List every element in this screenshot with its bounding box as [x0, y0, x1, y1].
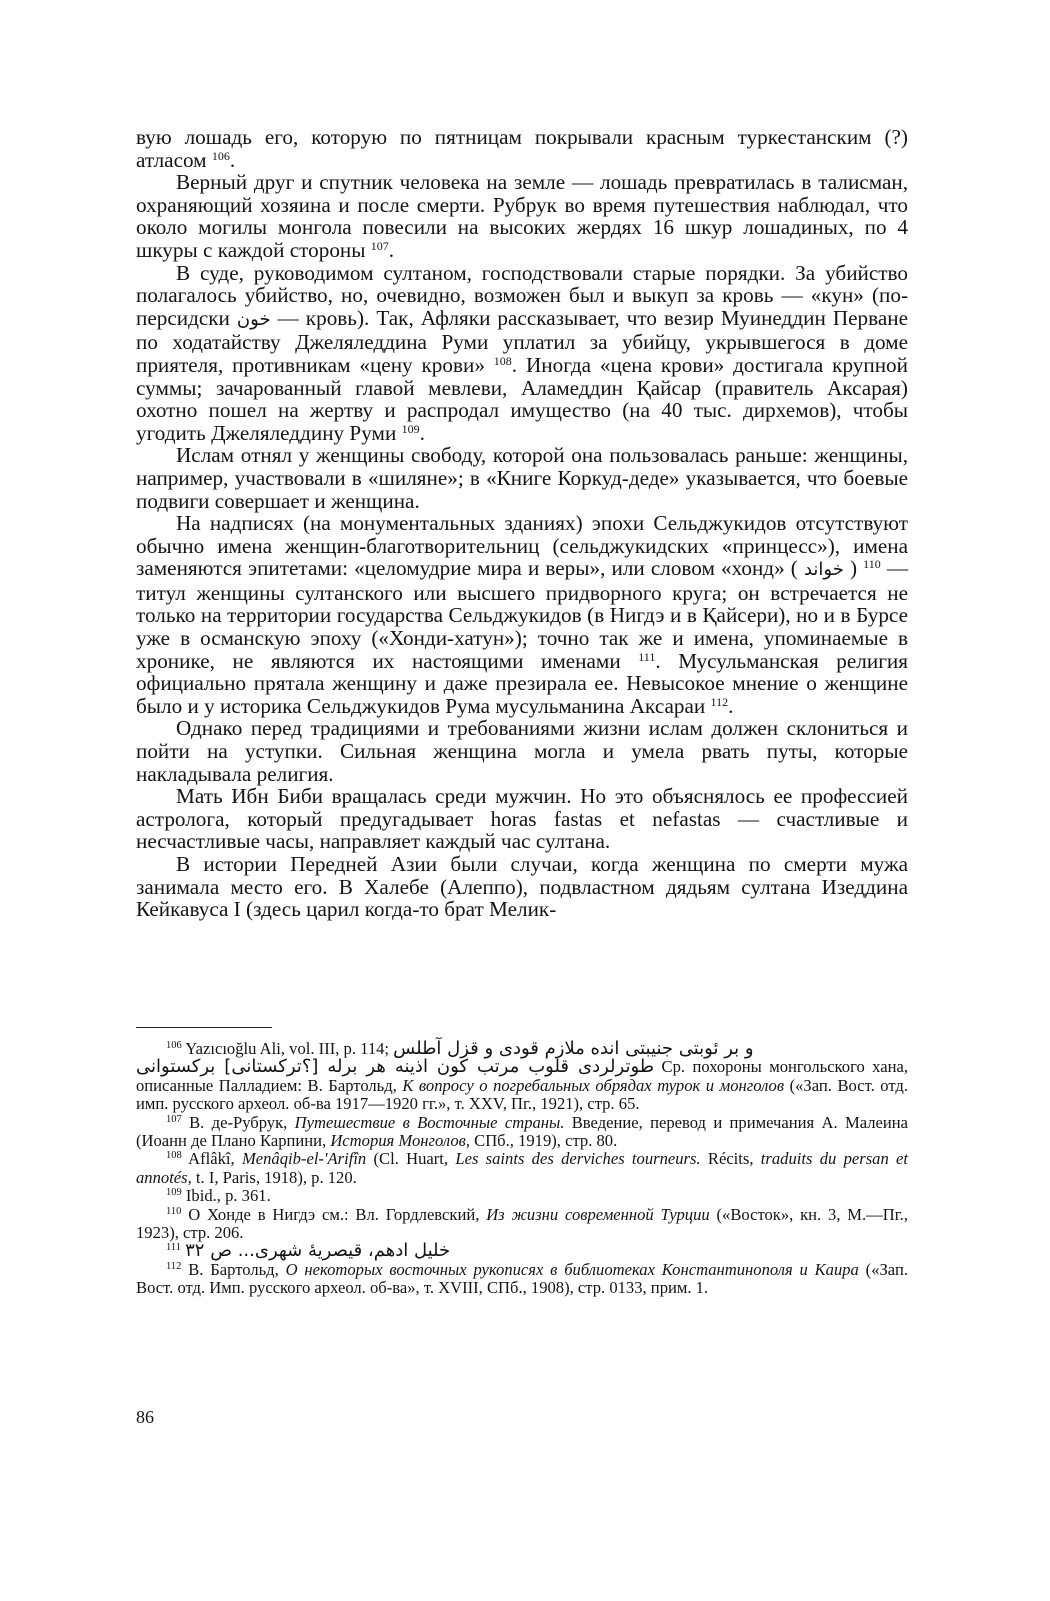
text-run: В истории Передней Азии были случаи, когда женщина по смерти мужа занимала место его. В Халебе (Алеппо), подвластном дядьям султана Изеддина Кейкавуса I (здесь царил когда-то брат Мелик- [136, 852, 908, 922]
italic-title: О некоторых восточных рукописях в библиотеках Константинополя и Каира [285, 1259, 859, 1279]
text-run: Ислам отнял у женщины свободу, которой она пользовалась раньше: женщины, например, участвовали в «шиляне»; в «Книге Коркуд-деде» указывается, что боевые подвиги совершает и женщина. [136, 443, 908, 513]
text-run: t. I, Paris, 1918), p. 120. [191, 1167, 357, 1187]
text-run: В. Бартольд, [188, 1259, 286, 1279]
paragraph [136, 785, 908, 853]
footnote-ref: 111 [638, 649, 656, 664]
footnote-ref: 112 [710, 694, 729, 709]
footnote-ref: 107 [370, 238, 389, 253]
italic-title: К вопросу о погребальных обрядах турок и монголов [402, 1075, 785, 1095]
page-body [136, 126, 908, 921]
text-run: — титул женщины султанского или высшего придворного круга; он встречается не только на территории государства Сельджукидов (в Нигдэ и в Қайсери), но и в Бурсе уже в османскую эпоху («Хонди-хатун»); точно так же и имена, упоминаемые в хронике, не являются их настоящими именами [136, 556, 908, 673]
footnote-106 [136, 1040, 908, 1114]
text-run: (Cl. Huart, [366, 1149, 456, 1169]
italic-title: Путешествие в Восточные страны. [294, 1112, 565, 1132]
italic-title: Из жизни современной Турции [486, 1204, 710, 1224]
italic-title: traduits du persan et annotés, [136, 1149, 908, 1187]
text-run: . Мусульманская религия официально прятала женщину и даже презирала ее. Невысокое мнение о женщине было и у историка Сельджукидов Рума мусульманина Аксараи [136, 648, 908, 718]
text-run: («Восток», кн. 3, М.—Пг., 1923), стр. 206. [136, 1204, 908, 1243]
footnote-number: 110 [166, 1205, 182, 1217]
paragraph [136, 512, 908, 717]
italic-title: Les saints des derviches tourneurs. [455, 1149, 701, 1169]
page-number: 86 [136, 1407, 154, 1427]
text-run: . [419, 420, 425, 445]
paragraph [136, 262, 908, 445]
footnote-ref: 109 [401, 421, 420, 436]
text-run: — кровь). Так, Афляки рассказывает, что везир Муинеддин Перване по ходатайству Джеляледдина Руми уплатил за убийцу, укрывшегося в доме приятеля, противникам «цену крови» [136, 305, 908, 377]
footnote-ref: 108 [493, 353, 512, 368]
paragraph [136, 171, 908, 261]
text-run: В суде, руководимом султаном, господствовали старые порядки. За убийство полагалось убийство, но, очевидно, возможен был и выкуп за кровь — «кун» (по-персидски [136, 260, 908, 330]
text-run: . [728, 693, 734, 718]
footnote-ref: 110 [863, 557, 881, 572]
footnote-number: 111 [166, 1242, 181, 1254]
text-run: На надписях (на монументальных зданиях) эпохи Сельджукидов отсутствуют обычно имена женщин-благотворительниц (сельджукидских «принцесс»), имена заменяются эпитетами: «целомудрие мира и веры», или словом «хонд» ( [136, 511, 908, 581]
arabic-text: طوترلردى قلوب مرتب كون اذينه هر برله [؟تركستانى] بركستوانى [136, 1056, 655, 1078]
text-run: ) [843, 556, 864, 581]
text-run: В. де-Рубрук, [189, 1112, 295, 1132]
paragraph [136, 126, 908, 171]
main-text [136, 126, 908, 921]
text-run: Ibid., p. 361. [185, 1186, 271, 1206]
text-run: Récits, [700, 1149, 761, 1169]
italic-title: Menâqib-el-'Arifîn [241, 1149, 367, 1169]
text-run: . Иногда «цена крови» достигала крупной суммы; зачарованный главой мевлеви, Аламеддин Қайсар (правитель Аксарая) охотно пошел на жертву и распродал имущество (на 40 тыс. дирхемов), чтобы угодить Джеляледдину Руми [136, 352, 908, 445]
text-run: СПб., 1919), стр. 80. [469, 1131, 618, 1151]
footnote-112 [136, 1261, 908, 1298]
text-run: Aflâkî, [188, 1149, 242, 1169]
paragraph [136, 717, 908, 785]
text-run: Однако перед традициями и требованиями жизни ислам должен склониться и пойти на уступки. Сильная женщина могла и умела рвать путы, которые накладывала религия. [136, 716, 908, 786]
arabic-text: خون [236, 308, 271, 330]
footnote-111 [136, 1242, 908, 1260]
text-run: («Зап. Вост. отд. имп. русского археол. об-ва 1917—1920 гг.», т. XXV, Пг., 1921), стр. 65. [136, 1075, 908, 1114]
footnote-number: 106 [166, 1040, 182, 1051]
text-run: («Зап. Вост. отд. Имп. русского археол. об-ва», т. XVIII, СПб., 1908), стр. 0133, прим. 1. [136, 1259, 908, 1298]
text-run: . [229, 147, 236, 172]
footnote-separator [136, 1027, 272, 1028]
footnote-number: 112 [166, 1260, 182, 1272]
text-run: Введение, перевод и примечания А. Малеина (Иоанн де Плано Карпини, [136, 1112, 908, 1151]
text-run: вую лошадь его, которую по пятницам покрывали красным туркестанским (?) атласом [136, 125, 908, 172]
footnote-number: 108 [166, 1150, 182, 1162]
text-run: Мать Ибн Биби вращалась среди мужчин. Но это объяснялось ее профессией астролога, который предугадывает horas fastas et nefastas — счастливые и несчастливые часы, направляет каждый час султана. [136, 784, 908, 854]
text-run: Верный друг и спутник человека на земле — лошадь превратилась в талисман, охраняющий хозяина и после смерти. Рубрук во время путешествия наблюдал, что около могилы монгола повесили на высоких жердях 16 шкур лошадиных, по 4 шкуры с каждой стороны [136, 170, 908, 262]
arabic-text: و بر ئوبتى جنيبتى انده ملازم قودى و قزل آطلس [393, 1038, 754, 1059]
footnotes [136, 1040, 908, 1298]
footnote-number: 109 [166, 1187, 182, 1199]
italic-title: История Монголов, [330, 1131, 470, 1151]
arabic-text: خواند [803, 559, 844, 581]
text-run: . [388, 237, 395, 262]
text-run: Ср. похороны монгольского хана, описанные Палладием: В. Бартольд, [136, 1057, 909, 1095]
paragraph [136, 444, 908, 512]
footnote-110 [136, 1206, 908, 1243]
text-run: Yazıcıoğlu Ali, vol. III, p. 114; [185, 1039, 394, 1058]
footnote-109 [136, 1187, 908, 1205]
footnote-number: 107 [166, 1113, 182, 1125]
paragraph [136, 853, 908, 921]
footnote-ref: 106 [211, 148, 230, 163]
footnote-107 [136, 1114, 908, 1151]
text-run: О Хонде в Нигдэ см.: Вл. Гордлевский, [188, 1204, 487, 1224]
arabic-citation: خليل ادهم، قيصريهٔ شهرى... ص ۳۲ [185, 1240, 451, 1262]
footnote-108 [136, 1150, 908, 1187]
